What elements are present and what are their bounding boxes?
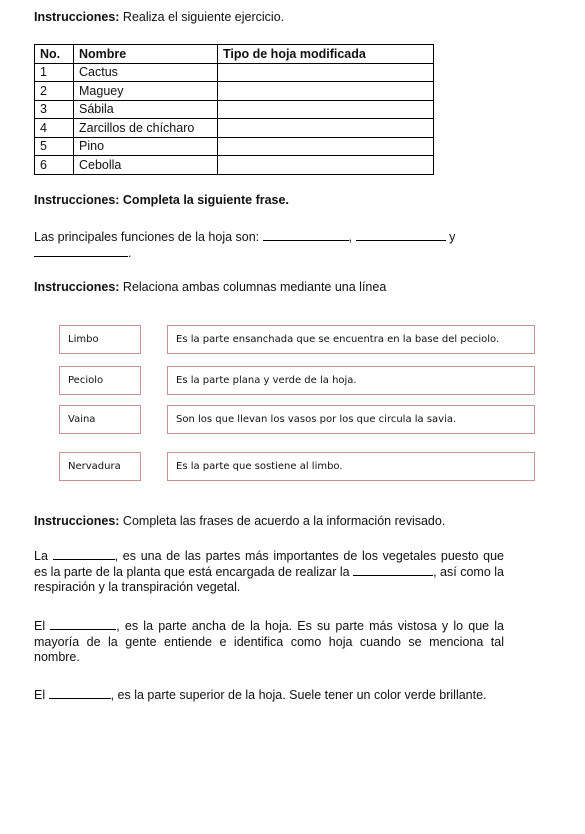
functions-sentence-end <box>34 246 131 260</box>
table-row <box>35 156 434 175</box>
answer-blank-6[interactable] <box>50 629 116 630</box>
period: . <box>128 246 132 260</box>
answer-blank-2[interactable] <box>356 240 446 241</box>
cell-tipo[interactable] <box>218 119 434 138</box>
instructions-label: Instrucciones: <box>34 280 120 294</box>
table-row <box>35 63 434 82</box>
match-left-peciolo[interactable] <box>59 366 141 395</box>
answer-blank-7[interactable] <box>49 698 111 699</box>
match-right-label: Es la parte que sostiene al limbo. <box>176 461 343 472</box>
cell-tipo[interactable] <box>218 137 434 156</box>
cell-nombre: Cactus <box>74 63 218 82</box>
comma: , <box>348 230 353 244</box>
paragraph-text: , es la parte superior de la hoja. Suele tener un color verde brillante. <box>110 688 487 702</box>
paragraph-text: , así como la respiración y la transpiración vegetal. <box>34 564 504 594</box>
cell-nombre: Zarcillos de chícharo <box>74 119 218 138</box>
table-row <box>35 137 434 156</box>
match-left-nervadura[interactable] <box>59 452 141 481</box>
match-right-3[interactable] <box>167 405 535 434</box>
instructions-2 <box>34 193 289 207</box>
cell-nombre: Sábila <box>74 100 218 119</box>
match-left-label: Peciolo <box>68 375 104 386</box>
header-no: No. <box>35 45 74 64</box>
paragraph-3 <box>34 688 504 704</box>
paragraph-1 <box>34 549 504 596</box>
match-right-label: Es la parte plana y verde de la hoja. <box>176 375 357 386</box>
cell-no: 2 <box>35 82 74 101</box>
table-row <box>35 100 434 119</box>
answer-blank-5[interactable] <box>353 575 433 576</box>
paragraph-text: , es una de las partes más importantes de los vegetales puesto que es la parte de la planta que está encargada de realizar la <box>34 549 504 579</box>
conjunction: y <box>449 230 456 244</box>
answer-blank-4[interactable] <box>53 559 115 560</box>
paragraph-text: El <box>34 688 46 702</box>
match-left-vaina[interactable] <box>59 405 141 434</box>
cell-tipo[interactable] <box>218 100 434 119</box>
header-tipo: Tipo de hoja modificada <box>218 45 434 64</box>
instructions-label: Instrucciones: <box>34 10 120 24</box>
cell-nombre: Cebolla <box>74 156 218 175</box>
header-nombre: Nombre <box>74 45 218 64</box>
cell-nombre: Maguey <box>74 82 218 101</box>
functions-sentence <box>34 230 554 244</box>
answer-blank-3[interactable] <box>34 256 128 257</box>
paragraph-text: La <box>34 549 48 563</box>
instructions-text: Relaciona ambas columnas mediante una línea <box>122 280 387 294</box>
sentence-text: Las principales funciones de la hoja son: <box>34 230 260 244</box>
match-right-1[interactable] <box>167 325 535 354</box>
cell-tipo[interactable] <box>218 82 434 101</box>
instructions-text: Completa las frases de acuerdo a la información revisado. <box>122 514 446 528</box>
paragraph-2 <box>34 619 504 666</box>
match-right-2[interactable] <box>167 366 535 395</box>
cell-nombre: Pino <box>74 137 218 156</box>
match-left-label: Limbo <box>68 334 99 345</box>
match-right-label: Es la parte ensanchada que se encuentra en la base del peciolo. <box>176 334 500 345</box>
match-left-label: Nervadura <box>68 461 121 472</box>
table-row <box>35 82 434 101</box>
match-right-label: Son los que llevan los vasos por los que circula la savia. <box>176 414 457 425</box>
cell-no: 6 <box>35 156 74 175</box>
answer-blank-1[interactable] <box>263 240 349 241</box>
instructions-label: Instrucciones: <box>34 514 120 528</box>
paragraph-text: El <box>34 619 46 633</box>
cell-tipo[interactable] <box>218 63 434 82</box>
cell-tipo[interactable] <box>218 156 434 175</box>
instructions-text: Realiza el siguiente ejercicio. <box>122 10 285 24</box>
table-header-row <box>35 45 434 64</box>
instructions-4 <box>34 514 445 528</box>
instructions-3 <box>34 280 386 294</box>
cell-no: 3 <box>35 100 74 119</box>
cell-no: 4 <box>35 119 74 138</box>
cell-no: 5 <box>35 137 74 156</box>
match-right-4[interactable] <box>167 452 535 481</box>
cell-no: 1 <box>35 63 74 82</box>
exercise-table <box>34 44 434 175</box>
match-left-label: Vaina <box>68 414 96 425</box>
table-row <box>35 119 434 138</box>
instructions-label: Instrucciones: Completa la siguiente frase. <box>34 193 289 207</box>
instructions-1 <box>34 10 284 24</box>
paragraph-text: , es la parte ancha de la hoja. Es su parte más vistosa y lo que la mayoría de la gente entiende e identifica como hoja cuando se menciona tal nombre. <box>34 619 504 664</box>
match-left-limbo[interactable] <box>59 325 141 354</box>
